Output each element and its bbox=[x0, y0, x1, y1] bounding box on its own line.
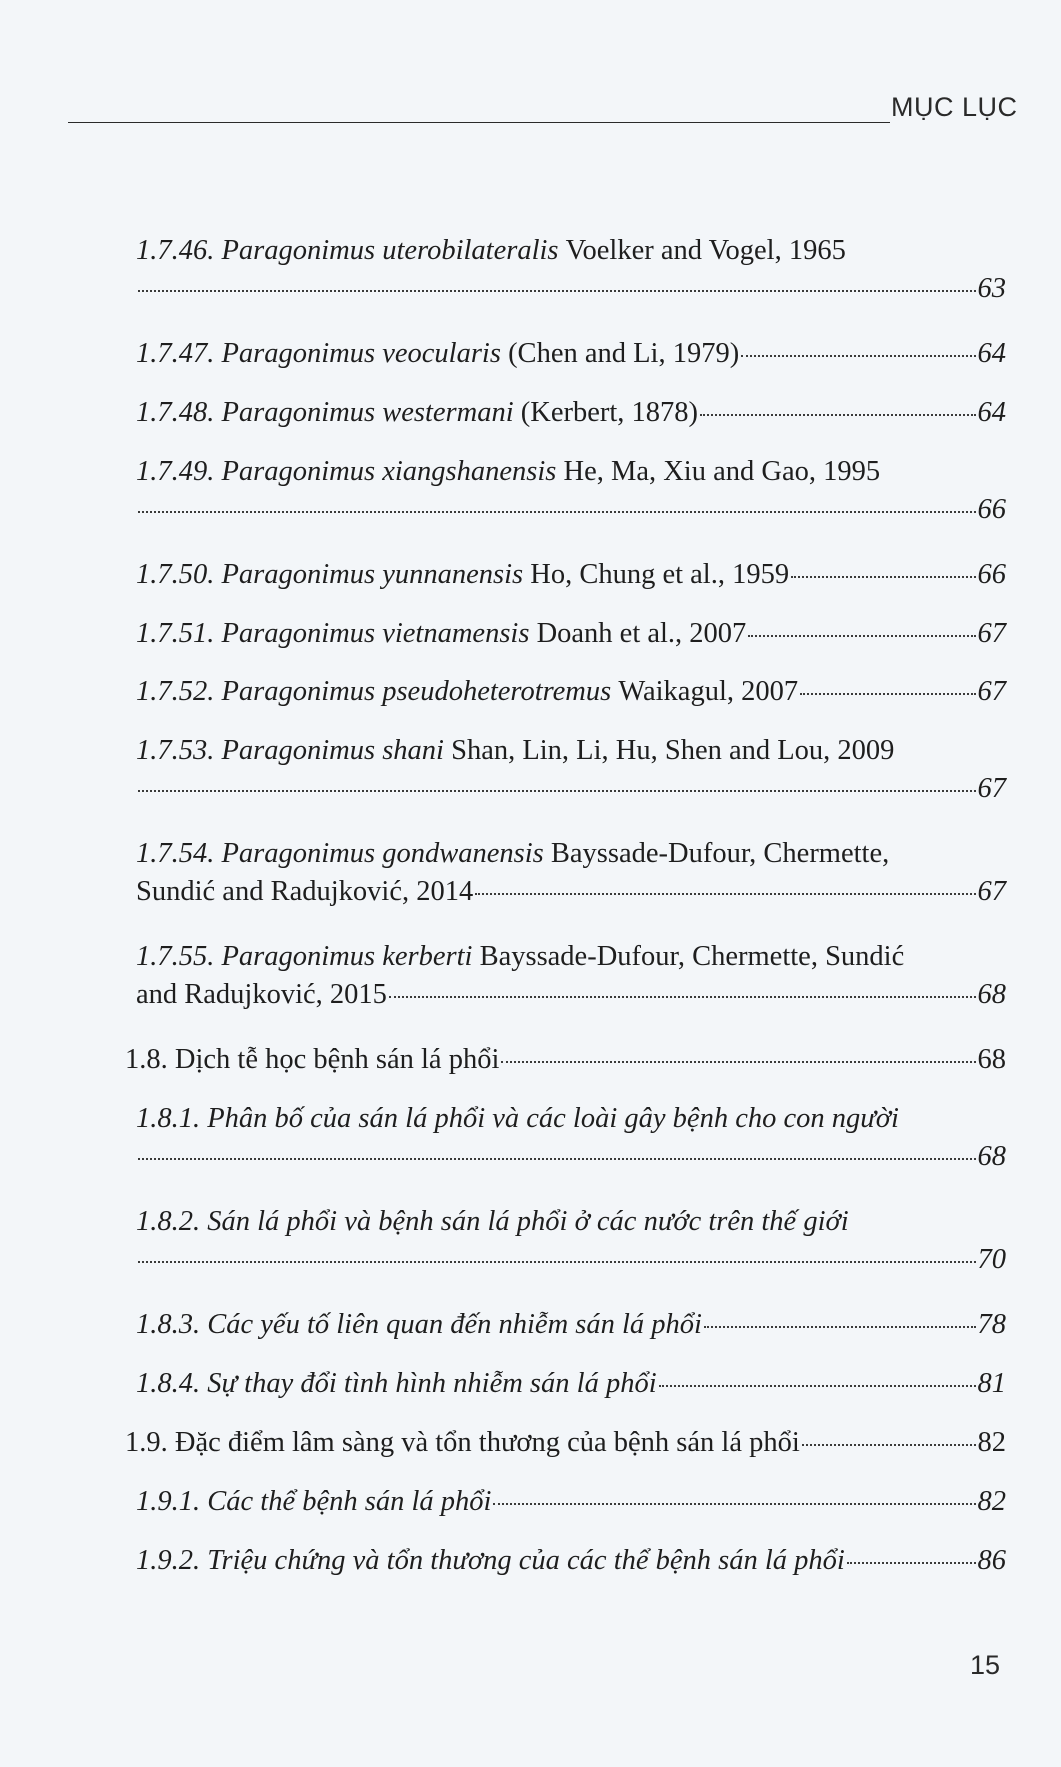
toc-leader bbox=[704, 1326, 976, 1328]
toc-number: 1.8.3. bbox=[136, 1309, 201, 1340]
page-number: 15 bbox=[970, 1650, 1001, 1680]
toc-number: 1.7.55. bbox=[136, 941, 215, 972]
toc-number: 1.9. bbox=[125, 1427, 168, 1458]
toc-species: Paragonimus uterobilateralis bbox=[221, 235, 559, 266]
toc-title: Sán lá phổi và bệnh sán lá phổi ở các nước trên thế giới bbox=[207, 1206, 849, 1237]
toc-page: 68 bbox=[977, 1044, 1006, 1075]
toc-page: 66 bbox=[977, 559, 1006, 590]
toc-entry[interactable] bbox=[136, 1365, 1006, 1403]
toc-section[interactable] bbox=[125, 1424, 1006, 1462]
toc-leader bbox=[791, 576, 975, 578]
toc-number: 1.8.1. bbox=[136, 1103, 201, 1134]
toc-entry[interactable] bbox=[136, 1306, 1006, 1344]
toc-entry[interactable] bbox=[136, 1100, 1006, 1176]
toc-author: Waikagul, 2007 bbox=[618, 676, 799, 707]
toc-leader bbox=[138, 511, 976, 513]
toc-author: Bayssade-Dufour, Chermette, Sundić bbox=[479, 941, 905, 972]
toc-author: (Chen and Li, 1979) bbox=[508, 338, 740, 369]
toc-species: Paragonimus veocularis bbox=[221, 338, 501, 369]
toc-page: 64 bbox=[977, 338, 1006, 369]
toc-entry[interactable] bbox=[136, 1203, 1006, 1279]
toc-leader bbox=[748, 635, 975, 637]
toc-entry[interactable] bbox=[136, 1542, 1006, 1580]
toc-page: 67 bbox=[977, 876, 1006, 907]
toc-leader bbox=[493, 1503, 975, 1505]
toc-entry[interactable] bbox=[136, 232, 1006, 308]
toc-number: 1.7.48. bbox=[136, 397, 215, 428]
toc-author: Bayssade-Dufour, Chermette, bbox=[550, 838, 890, 869]
toc-number: 1.9.1. bbox=[136, 1486, 201, 1517]
toc-number: 1.7.52. bbox=[136, 676, 215, 707]
toc-page: 68 bbox=[977, 1141, 1006, 1172]
toc-author: Ho, Chung et al., 1959 bbox=[530, 559, 790, 590]
toc-page: 67 bbox=[977, 773, 1006, 804]
toc-entry[interactable] bbox=[136, 556, 1006, 594]
toc-leader bbox=[847, 1562, 976, 1564]
toc-number: 1.8. bbox=[125, 1044, 168, 1075]
toc-species: Paragonimus westermani bbox=[221, 397, 514, 428]
toc-page: 86 bbox=[977, 1545, 1006, 1576]
toc-species: Paragonimus kerberti bbox=[221, 941, 473, 972]
toc-entry[interactable] bbox=[136, 453, 1006, 529]
toc-author-cont: and Radujković, 2015 bbox=[136, 979, 387, 1010]
toc-number: 1.7.50. bbox=[136, 559, 215, 590]
toc-leader bbox=[389, 996, 976, 998]
toc-entry[interactable] bbox=[136, 673, 1006, 711]
toc-entry[interactable] bbox=[136, 615, 1006, 653]
toc-page: 66 bbox=[977, 494, 1006, 525]
toc-author: Doanh et al., 2007 bbox=[536, 618, 747, 649]
toc-leader bbox=[800, 693, 975, 695]
toc-title: Đặc điểm lâm sàng và tổn thương của bệnh sán lá phổi bbox=[174, 1427, 800, 1458]
toc-title: Triệu chứng và tổn thương của các thể bệnh sán lá phổi bbox=[207, 1545, 845, 1576]
toc-leader bbox=[138, 790, 976, 792]
toc-number: 1.7.54. bbox=[136, 838, 215, 869]
toc-title: Các thể bệnh sán lá phổi bbox=[207, 1486, 492, 1517]
toc-species: Paragonimus shani bbox=[221, 735, 444, 766]
toc-number: 1.9.2. bbox=[136, 1545, 201, 1576]
toc-entry[interactable] bbox=[136, 732, 1006, 808]
toc-page: 67 bbox=[977, 618, 1006, 649]
toc-page: 70 bbox=[977, 1244, 1006, 1275]
toc-author: He, Ma, Xiu and Gao, 1995 bbox=[563, 456, 881, 487]
toc-author: Shan, Lin, Li, Hu, Shen and Lou, 2009 bbox=[451, 735, 895, 766]
toc-title: Các yếu tố liên quan đến nhiễm sán lá phổi bbox=[207, 1309, 702, 1340]
toc-leader bbox=[138, 1261, 976, 1263]
toc-entry[interactable] bbox=[136, 335, 1006, 373]
toc-title: Dịch tễ học bệnh sán lá phổi bbox=[174, 1044, 500, 1075]
header-rule bbox=[68, 122, 890, 123]
toc-page: 68 bbox=[977, 979, 1006, 1010]
toc-number: 1.7.51. bbox=[136, 618, 215, 649]
running-header: MỤC LỤC bbox=[891, 92, 1018, 122]
toc-entry[interactable] bbox=[136, 394, 1006, 432]
toc-number: 1.8.2. bbox=[136, 1206, 201, 1237]
toc-page: 81 bbox=[977, 1368, 1006, 1399]
toc-species: Paragonimus xiangshanensis bbox=[221, 456, 557, 487]
toc-leader bbox=[138, 290, 976, 292]
toc-number: 1.7.53. bbox=[136, 735, 215, 766]
toc-page: 67 bbox=[977, 676, 1006, 707]
toc-leader bbox=[501, 1061, 975, 1063]
toc-leader bbox=[741, 355, 975, 357]
toc-number: 1.7.46. bbox=[136, 235, 215, 266]
toc-title: Sự thay đổi tình hình nhiễm sán lá phổi bbox=[207, 1368, 657, 1399]
toc-entry[interactable] bbox=[136, 1483, 1006, 1521]
toc-number: 1.8.4. bbox=[136, 1368, 201, 1399]
toc-page: 78 bbox=[977, 1309, 1006, 1340]
toc-leader bbox=[700, 414, 975, 416]
toc-title: Phân bố của sán lá phổi và các loài gây bệnh cho con người bbox=[207, 1103, 899, 1134]
toc-species: Paragonimus gondwanensis bbox=[221, 838, 544, 869]
toc-entry[interactable] bbox=[136, 835, 1006, 911]
toc-species: Paragonimus yunnanensis bbox=[221, 559, 524, 590]
toc-number: 1.7.47. bbox=[136, 338, 215, 369]
toc-section[interactable] bbox=[125, 1041, 1006, 1079]
toc-number: 1.7.49. bbox=[136, 456, 215, 487]
toc-leader bbox=[659, 1385, 976, 1387]
toc-species: Paragonimus pseudoheterotremus bbox=[221, 676, 612, 707]
toc-species: Paragonimus vietnamensis bbox=[221, 618, 530, 649]
toc-page: 64 bbox=[977, 397, 1006, 428]
toc-entry[interactable] bbox=[136, 938, 1006, 1014]
toc-page: 82 bbox=[977, 1427, 1006, 1458]
toc-leader bbox=[138, 1158, 976, 1160]
toc-author-cont: Sundić and Radujković, 2014 bbox=[136, 876, 474, 907]
toc-author: (Kerbert, 1878) bbox=[520, 397, 699, 428]
toc-leader bbox=[475, 893, 975, 895]
toc-page: 82 bbox=[977, 1486, 1006, 1517]
toc-leader bbox=[802, 1444, 976, 1446]
toc-author: Voelker and Vogel, 1965 bbox=[565, 235, 846, 266]
toc-page: 63 bbox=[977, 273, 1006, 304]
